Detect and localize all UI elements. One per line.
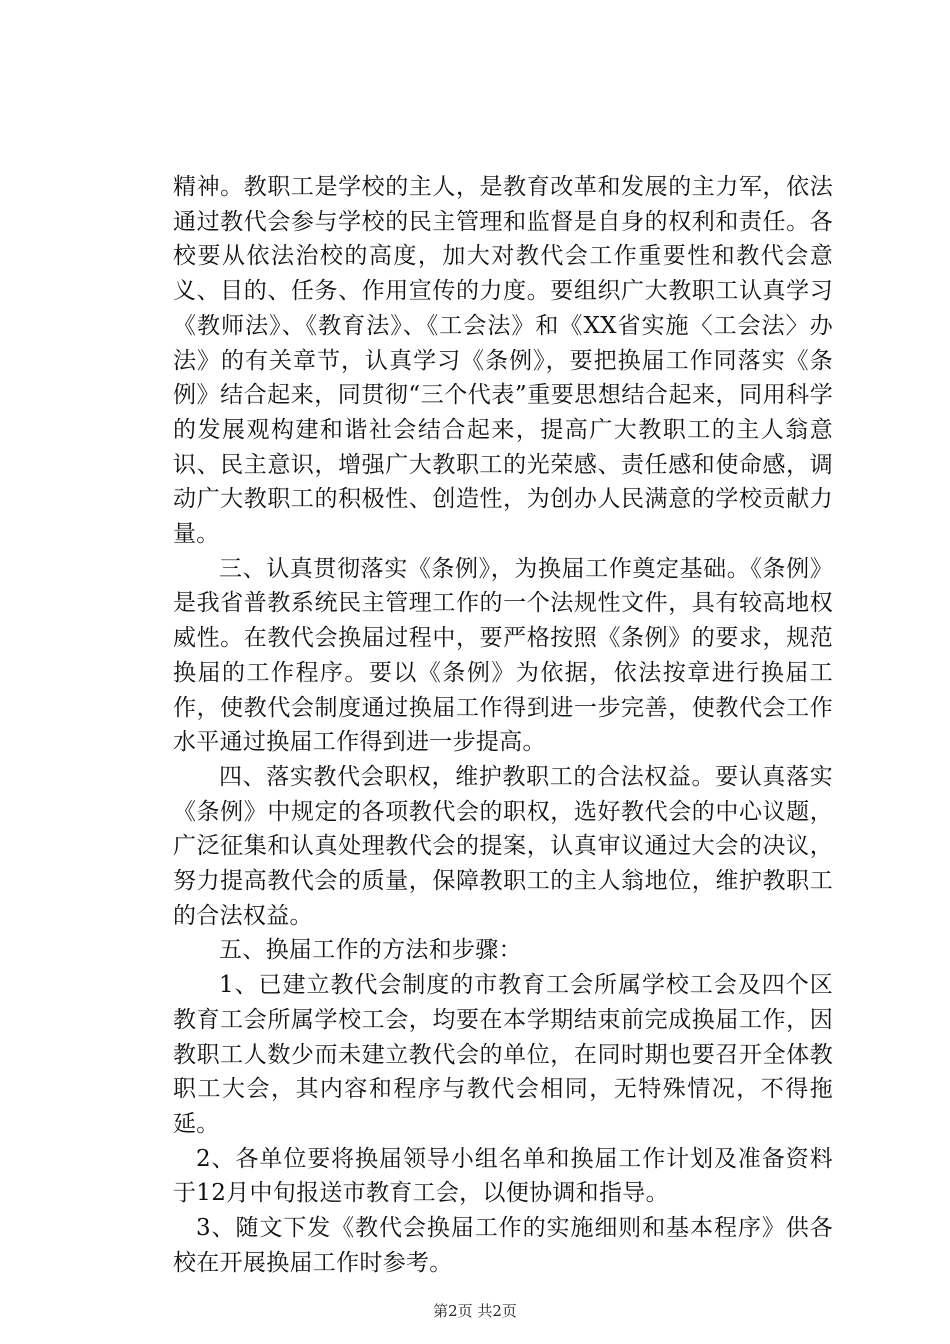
paragraph-section-5-heading: 五、换届工作的方法和步骤： <box>219 937 522 964</box>
paragraph-step-1: 1、已建立教代会制度的市教育工会所属学校工会及四个区教育工会所属学校工会，均要在本学期结束前完成换届工作，因教职工人数少而未建立教代会的单位，在同时期也要召开全体教职工大会，其内容和程序与教代会相同，无特殊情况，不得拖延。 <box>173 972 833 1137</box>
paragraph-continuation: 精神。教职工是学校的主人，是教育改革和发展的主力军，依法通过教代会参与学校的民主管理和监督是自身的权利和责任。各校要从依法治校的高度，加大对教代会工作重要性和教代会意义、目的、任务、作用宣传的力度。要组织广大教职工认真学习《教师法》、《教育法》、《工会法》和《XX省实施〈工会法〉办法》的有关章节，认真学习《条例》，要把换届工作同落实《条例》结合起来，同贯彻“三个代表”重要思想结合起来，同用科学的发展观构建和谐社会结合起来，提高广大教职工的主人翁意识、民主意识，增强广大教职工的光荣感、责任感和使命感，调动广大教职工的积极性、创造性，为创办人民满意的学校贡献力量。 <box>173 174 833 548</box>
paragraph-step-3: 3、随文下发《教代会换届工作的实施细则和基本程序》供各校在开展换届工作时参考。 <box>173 1215 833 1276</box>
page-number-label: 第2页 共2页 <box>433 1302 517 1320</box>
paragraph-section-3: 三、认真贯彻落实《条例》，为换届工作奠定基础。《条例》是我省普教系统民主管理工作的一个法规性文件，具有较高地权威性。在教代会换届过程中，要严格按照《条例》的要求，规范换届的工作程序。要以《条例》为依据，依法按章进行换届工作，使教代会制度通过换届工作得到进一步完善，使教代会工作水平通过换届工作得到进一步提高。 <box>173 555 833 756</box>
page-footer <box>0 1300 950 1321</box>
paragraph-section-4: 四、落实教代会职权，维护教职工的合法权益。要认真落实《条例》中规定的各项教代会的职权，选好教代会的中心议题，广泛征集和认真处理教代会的提案，认真审议通过大会的决议，努力提高教代会的质量，保障教职工的主人翁地位，维护教职工的合法权益。 <box>173 763 833 929</box>
document-body <box>173 170 833 1281</box>
paragraph-step-2: 2、各单位要将换届领导小组名单和换届工作计划及准备资料于12月中旬报送市教育工会，以便协调和指导。 <box>173 1145 833 1207</box>
